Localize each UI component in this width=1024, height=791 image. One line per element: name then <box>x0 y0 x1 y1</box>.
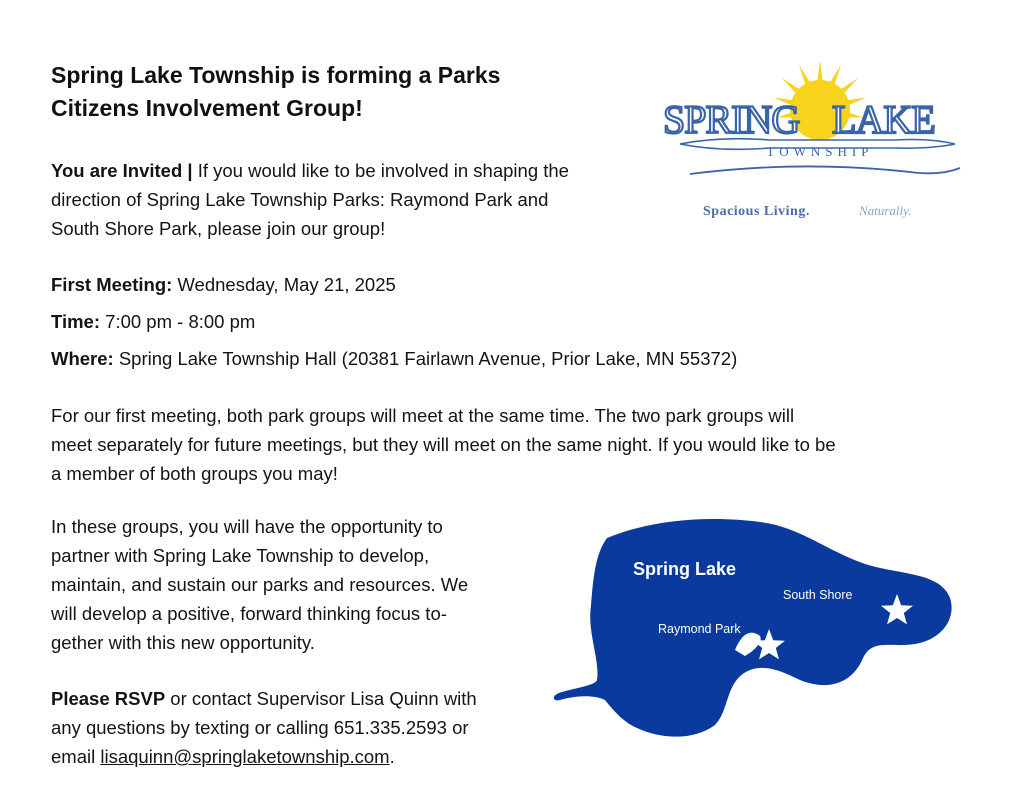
groups-line-1: In these groups, you will have the opportunity to <box>51 516 443 537</box>
time-row <box>51 307 255 336</box>
note-line-3: a member of both groups you may! <box>51 463 338 484</box>
invite-line-2: direction of Spring Lake Township Parks: Raymond Park and <box>51 189 549 210</box>
lake-map <box>545 510 965 742</box>
invite-line-1-text: If you would like to be involved in shaping the <box>197 160 569 181</box>
time-value: 7:00 pm - 8:00 pm <box>105 311 256 332</box>
first-meeting-row <box>51 270 396 299</box>
email-prefix: email <box>51 746 101 767</box>
township-logo <box>660 48 980 228</box>
rsvp-line-1 <box>51 684 477 713</box>
page-title <box>51 59 611 125</box>
where-value: Spring Lake Township Hall (20381 Fairlawn Avenue, Prior Lake, MN 55372) <box>118 348 738 369</box>
page-title-line-1: Spring Lake Township is forming a Parks <box>51 62 501 88</box>
logo-tagline-spacious: Spacious Living. <box>703 204 810 219</box>
logo-word-lake: LAKE <box>832 97 935 142</box>
email-link[interactable]: lisaquinn@springlaketownship.com <box>100 746 390 767</box>
rsvp-line-1-text: or contact Supervisor Lisa Quinn with <box>165 688 477 709</box>
logo-waterline <box>690 166 960 174</box>
rsvp-paragraph <box>51 684 477 771</box>
invite-lead: You are Invited | <box>51 160 193 181</box>
first-meeting-label: First Meeting: <box>51 274 173 295</box>
logo-sub: TOWNSHIP <box>766 144 874 159</box>
page-title-line-2: Citizens Involvement Group! <box>51 95 363 121</box>
note-line-1: For our first meeting, both park groups will meet at the same time. The two park groups will <box>51 405 795 426</box>
where-label: Where: <box>51 348 114 369</box>
map-title: Spring Lake <box>633 559 737 579</box>
logo-tagline-naturally: Naturally. <box>859 203 912 218</box>
rsvp-line-2: any questions by texting or calling 651.335.2593 or <box>51 717 469 738</box>
time-label: Time: <box>51 311 101 332</box>
groups-line-3: maintain, and sustain our parks and resources. We <box>51 574 469 595</box>
lake-shape <box>554 519 952 737</box>
map-label-south-shore: South Shore <box>783 588 853 602</box>
groups-paragraph <box>51 512 468 657</box>
logo-word-spring: SPRING <box>663 97 800 142</box>
note-line-2: meet separately for future meetings, but they will meet on the same night. If you would like to be <box>51 434 836 455</box>
groups-line-5: gether with this new opportunity. <box>51 632 315 653</box>
groups-line-2: partner with Spring Lake Township to develop, <box>51 545 430 566</box>
rsvp-line-3 <box>51 742 477 771</box>
first-meeting-value: Wednesday, May 21, 2025 <box>177 274 396 295</box>
invite-line-1 <box>51 156 569 185</box>
email-suffix: . <box>389 746 395 767</box>
groups-line-4: will develop a positive, forward thinking focus to- <box>51 603 447 624</box>
invite-line-3: South Shore Park, please join our group! <box>51 218 386 239</box>
map-label-raymond-park: Raymond Park <box>658 622 741 636</box>
note-paragraph <box>51 401 836 488</box>
where-row <box>51 344 737 373</box>
rsvp-lead: Please RSVP <box>51 688 166 709</box>
invite-paragraph <box>51 156 569 243</box>
